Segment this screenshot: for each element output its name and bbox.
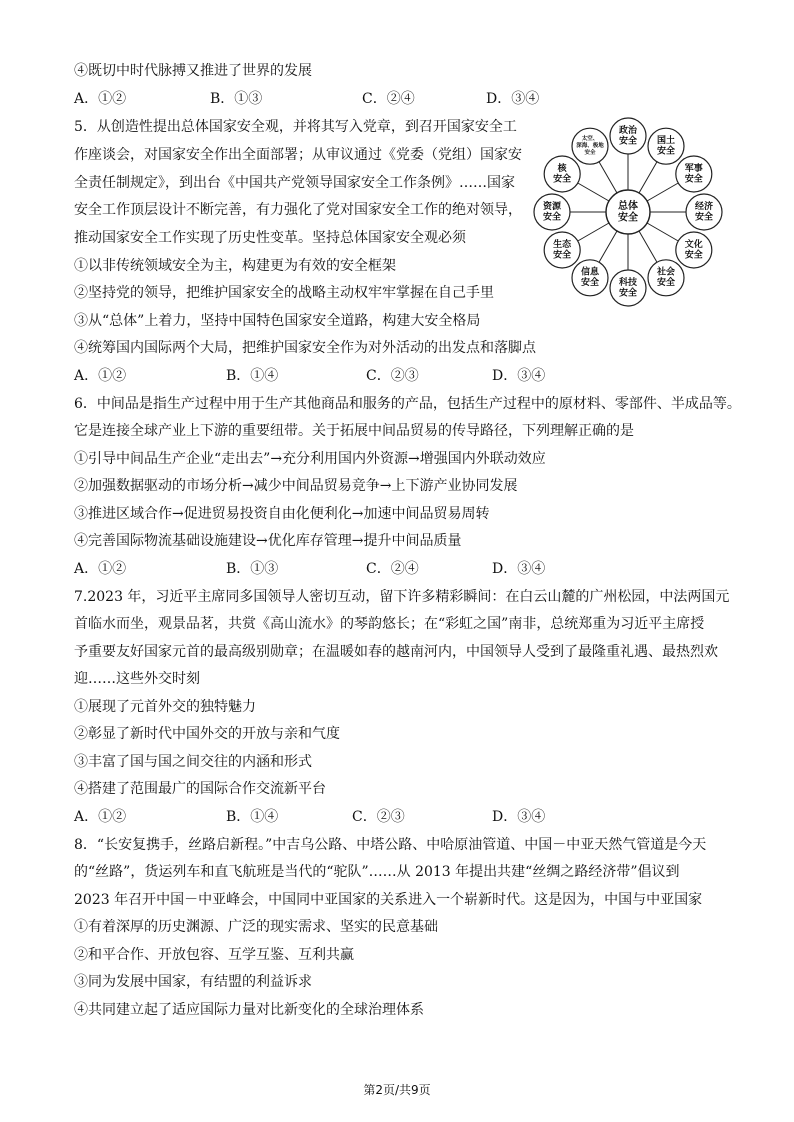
question-5-stem: 全责任制规定》，到出台《中国共产党领导国家安全工作条例》……国家 xyxy=(74,175,515,191)
question-5-stem: 安全工作顶层设计不断完善，有力强化了党对国家安全工作的绝对领导， xyxy=(74,202,522,218)
center-node-label: 安全 xyxy=(618,212,638,224)
option-line: ②和平合作、开放包容、互学互鉴、互利共赢 xyxy=(74,947,354,963)
question-7-stem: 予重要友好国家元首的最高级别勋章；在温暖如春的越南河内，中国领导人受到了最隆重礼遇、最热烈欢 xyxy=(74,644,718,660)
question-6-stem: 它是连接全球产业上下游的重要纽带。关于拓展中间品贸易的传导路径，下列理解正确的是 xyxy=(74,423,634,439)
connector-line xyxy=(599,231,617,262)
security-node-label: 安全 xyxy=(684,250,703,261)
option-c[interactable]: C．②④ xyxy=(366,561,419,577)
connector-line xyxy=(599,162,617,193)
security-node-label: 文化 xyxy=(684,239,703,250)
question-8-stem: 的“丝路”，货运列车和直飞航班是当代的“驼队”……从 2013 年提出共建“丝绸之路经济带”倡议到 xyxy=(74,864,680,880)
security-node-label: 安全 xyxy=(584,150,596,157)
question-8-stem: 8．“长安复携手，丝路启新程。”中吉乌公路、中塔公路、中哈原油管道、中国－中亚天然气管道是今天 xyxy=(74,837,707,853)
answer-options xyxy=(74,89,634,109)
option-line: ④既切中时代脉搏又推进了世界的发展 xyxy=(74,63,312,79)
connector-line xyxy=(578,183,609,201)
security-node-label: 社会 xyxy=(656,267,676,278)
center-node-label: 总体 xyxy=(618,200,638,212)
option-line: ③丰富了国与国之间交往的内涵和形式 xyxy=(74,754,312,770)
option-line: ②加强数据驱动的市场分析→减少中间品贸易竞争→上下游产业协同发展 xyxy=(74,478,518,494)
option-b[interactable]: B．①④ xyxy=(226,368,279,384)
option-line: ④完善国际物流基础设施建设→优化库存管理→提升中间品质量 xyxy=(74,533,462,549)
option-c[interactable]: C．②③ xyxy=(352,809,405,825)
option-line: ④搭建了范围最广的国际合作交流新平台 xyxy=(74,781,326,797)
security-node-label: 核 xyxy=(557,163,567,174)
option-b[interactable]: B．①③ xyxy=(210,91,263,107)
answer-options xyxy=(74,559,634,579)
security-node-label: 安全 xyxy=(553,250,572,261)
security-node-label: 信息 xyxy=(580,267,600,278)
connector-line xyxy=(647,183,678,201)
security-node-label: 安全 xyxy=(618,136,638,147)
security-node-label: 安全 xyxy=(580,278,600,289)
option-line: ②彰显了新时代中国外交的开放与亲和气度 xyxy=(74,726,340,742)
question-7-stem: 7.2023 年，习近平主席同多国领导人密切互动，留下许多精彩瞬间：在白云山麓的广州松园，中法两国元 xyxy=(74,589,730,605)
option-d[interactable]: D．③④ xyxy=(486,91,540,107)
connector-line xyxy=(647,223,678,241)
question-8-stem: 2023 年召开中国－中亚峰会，中国同中亚国家的关系进入一个崭新时代。这是因为，中国与中亚国家 xyxy=(74,892,703,908)
answer-options xyxy=(74,366,634,386)
question-5-stem: 5．从创造性提出总体国家安全观，并将其写入党章，到召开国家安全工 xyxy=(74,119,517,135)
security-node-label: 科技 xyxy=(618,277,638,288)
page-number: 第2页/共9页 xyxy=(363,1083,431,1097)
security-node-label: 深海、极地 xyxy=(576,143,604,150)
option-line: ④共同建立起了适应国际力量对比新变化的全球治理体系 xyxy=(74,1002,424,1018)
security-node-label: 安全 xyxy=(553,174,572,185)
option-a[interactable]: A．①② xyxy=(74,91,127,107)
option-line: ①以非传统领域安全为主，构建更为有效的安全框架 xyxy=(74,258,396,274)
security-node-label: 安全 xyxy=(694,212,714,223)
option-d[interactable]: D．③④ xyxy=(492,368,546,384)
answer-options xyxy=(74,807,634,827)
security-node-label: 政治 xyxy=(618,125,638,136)
security-node-label: 安全 xyxy=(542,212,562,223)
option-line: ③同为发展中国家，有结盟的利益诉求 xyxy=(74,974,312,990)
question-5-stem: 作座谈会，对国家安全作出全面部署；从审议通过《党委（党组）国家安 xyxy=(74,147,522,163)
question-7-stem: 迎……这些外交时刻 xyxy=(74,671,200,687)
option-line: ③推进区域合作→促进贸易投资自由化便利化→加速中间品贸易周转 xyxy=(74,506,490,522)
option-d[interactable]: D．③④ xyxy=(492,809,546,825)
security-node-label: 安全 xyxy=(684,174,703,185)
option-a[interactable]: A．①② xyxy=(74,809,127,825)
question-7-stem: 首临水而坐，观景品茗，共赏《高山流水》的琴韵悠长；在“彩虹之国”南非，总统郑重为习近平主席授 xyxy=(74,616,705,632)
option-line: ③从“总体”上着力，坚持中国特色国家安全道路，构建大安全格局 xyxy=(74,313,481,329)
question-5-stem: 推动国家安全工作实现了历史性变革。坚持总体国家安全观必须 xyxy=(74,230,466,246)
option-line: ①展现了元首外交的独特魅力 xyxy=(74,699,256,715)
option-line: ②坚持党的领导，把维护国家安全的战略主动权牢牢掌握在自己手里 xyxy=(74,285,494,301)
security-node-label: 安全 xyxy=(656,146,676,157)
option-b[interactable]: B．①④ xyxy=(226,809,279,825)
security-node-label: 太空、 xyxy=(581,136,599,143)
option-line: ①有着深厚的历史渊源、广泛的现实需求、坚实的民意基础 xyxy=(74,919,438,935)
option-c[interactable]: C．②③ xyxy=(366,368,419,384)
security-node-label: 安全 xyxy=(618,288,638,299)
option-a[interactable]: A．①② xyxy=(74,368,127,384)
national-security-diagram xyxy=(528,112,728,312)
security-node-label: 安全 xyxy=(656,278,676,289)
option-line: ④统筹国内国际两个大局，把维护国家安全作为对外活动的出发点和落脚点 xyxy=(74,340,536,356)
connector-line xyxy=(639,231,657,262)
security-node-label: 资源 xyxy=(542,201,562,212)
option-line: ①引导中间品生产企业“走出去”→充分利用国内外资源→增强国内外联动效应 xyxy=(74,451,546,467)
question-6-stem: 6．中间品是指生产过程中用于生产其他商品和服务的产品，包括生产过程中的原材料、零部件、半成品等。 xyxy=(74,396,741,412)
connector-line xyxy=(578,223,609,241)
security-node-label: 经济 xyxy=(694,201,714,212)
connector-line xyxy=(639,162,657,193)
security-node-label: 军事 xyxy=(684,163,703,174)
option-a[interactable]: A．①② xyxy=(74,561,127,577)
option-d[interactable]: D．③④ xyxy=(492,561,546,577)
security-node-label: 生态 xyxy=(553,239,572,250)
security-node-label: 国土 xyxy=(656,135,676,146)
option-c[interactable]: C．②④ xyxy=(362,91,415,107)
option-b[interactable]: B．①③ xyxy=(226,561,279,577)
